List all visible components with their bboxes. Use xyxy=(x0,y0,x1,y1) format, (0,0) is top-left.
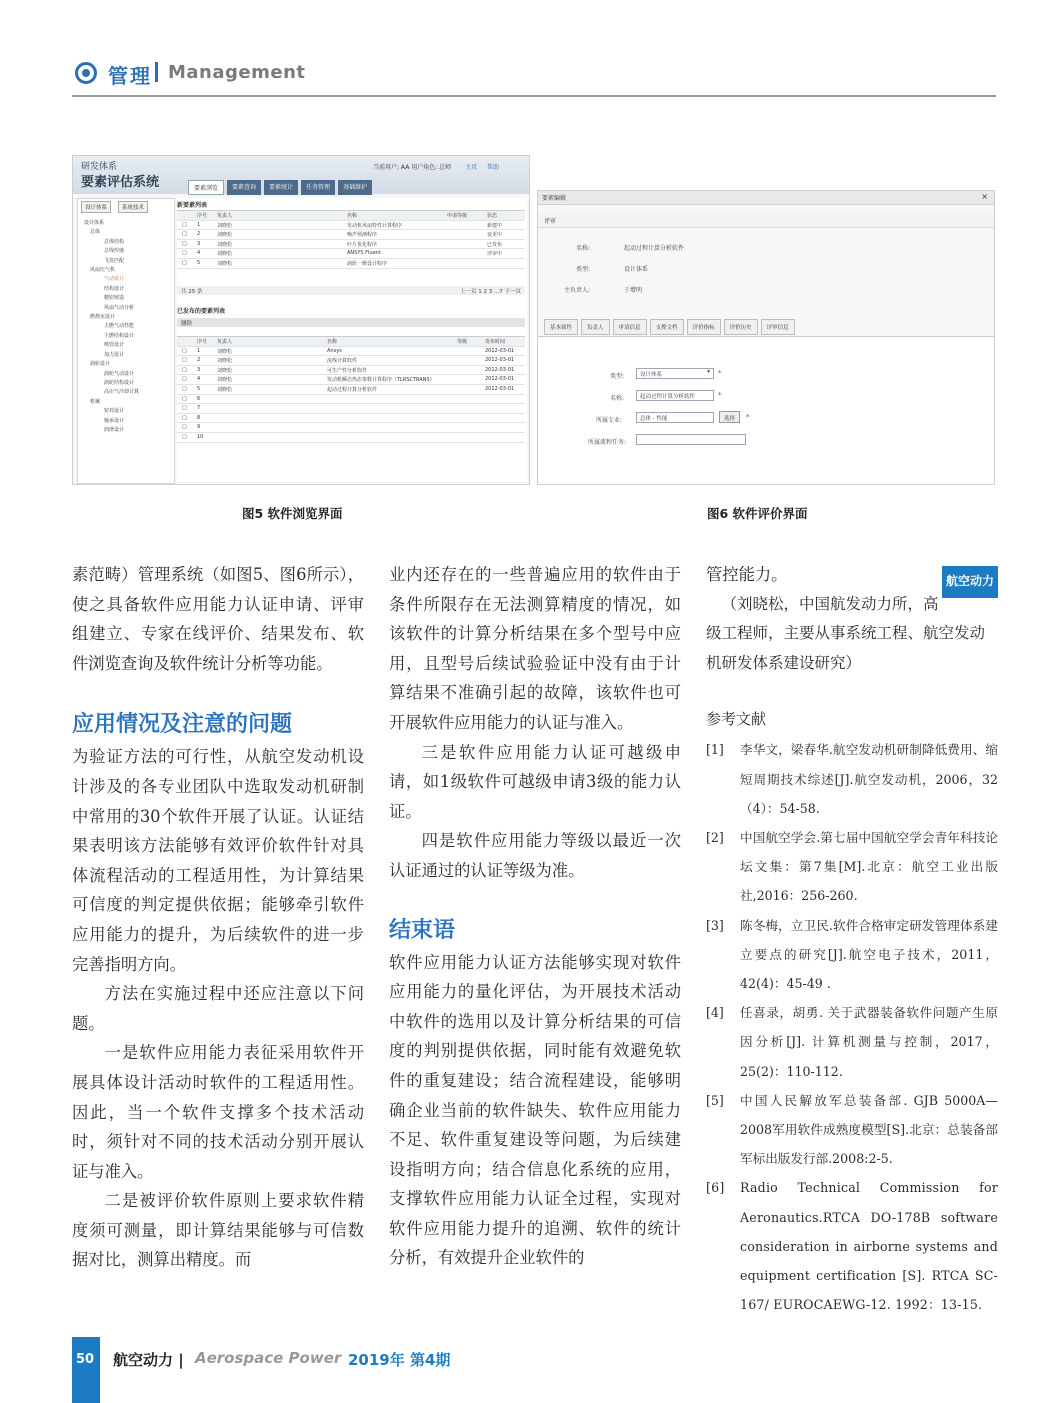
table-row[interactable] xyxy=(177,423,525,433)
reference-item xyxy=(706,735,998,823)
reference-text: 李华文，梁春华.航空发动机研制降低费用、缩短周期技术综述[J].航空发动机，2006，32（4）：54-58. xyxy=(740,742,998,816)
table-cell: 刘晓松 xyxy=(217,348,233,355)
row-checkbox[interactable]: □ xyxy=(182,357,187,364)
tree-node[interactable]: 主燃气动性能 xyxy=(104,323,135,330)
table-cell: ANSYS Fluent xyxy=(347,250,381,257)
issue-label: 2019年 第4期 xyxy=(348,1351,451,1369)
info-type-value: 设计体系 xyxy=(624,266,649,273)
current-user-text: 当前用户: AA 用户角色: 总师 xyxy=(373,164,452,171)
table-cell: 3 xyxy=(197,240,201,247)
app-tabs xyxy=(188,180,372,195)
table-cell: 2012-03-01 xyxy=(485,366,515,373)
reference-text: 陈冬梅，立卫民.软件合格审定研发管理体系建立要点的研究[J].航空电子技术，2011，42(4)：45-49 . xyxy=(740,917,998,991)
column-3 xyxy=(706,560,998,1319)
tab-element-query[interactable]: 要素查询 xyxy=(227,180,261,195)
paragraph: 软件应用能力认证方法能够实现对软件应用能力的量化评估，为开展技术活动中软件的选用以及计算分析结果的可信度的判别提供依据，同时能有效避免软件的重复建设；结合流程建设，能够明确企业当前的软件缺失、软件应用能力不足、软件重复建设等问题，为后续建设指明方向；结合信息化系统的应用，支撑软件应用能力认证全过程，实现对软件应用能力提升的追溯、软件的统计分析，有效提升企业软件的 xyxy=(389,952,681,1268)
table-cell: 评审中 xyxy=(487,251,503,258)
info-owner-label: 主负责人: xyxy=(564,287,591,294)
table-cell: 5 xyxy=(197,259,201,266)
sidebar-tab-design[interactable]: 设计体系 xyxy=(81,201,111,213)
form-major-label: 所属专业: xyxy=(596,417,623,424)
figure-6-caption: 图6 软件评价界面 xyxy=(707,506,808,521)
form-type-label: 类型: xyxy=(610,373,625,380)
tree-node[interactable]: 总体结构 xyxy=(104,238,125,245)
tree-node[interactable]: 高压气冷却计算 xyxy=(104,389,140,396)
end-badge: 航空动力 xyxy=(942,566,998,598)
table-row[interactable] xyxy=(177,221,525,231)
table-row[interactable] xyxy=(177,230,525,240)
column-header: 负责人 xyxy=(217,213,233,219)
tree-view xyxy=(84,219,139,435)
heading-conclusion: 结束语 xyxy=(389,917,456,943)
table-row[interactable] xyxy=(177,385,525,395)
tree-node[interactable]: 精密铸造 xyxy=(104,295,125,302)
reference-number: [3] xyxy=(706,917,724,933)
table-cell: 2 xyxy=(197,357,201,364)
table-row[interactable] xyxy=(177,259,525,269)
column-header: 负责人 xyxy=(217,339,233,345)
tree-node[interactable]: 总线传感 xyxy=(104,248,125,255)
table-row[interactable] xyxy=(177,240,525,250)
table-cell: 2 xyxy=(197,231,201,238)
process-field[interactable] xyxy=(636,434,746,445)
row-checkbox[interactable]: □ xyxy=(182,433,187,440)
table-cell: 起动过程计算分析软件 xyxy=(327,386,378,393)
table-cell: 新建中 xyxy=(487,222,503,229)
tab-basic-props[interactable]: 基本属性 xyxy=(544,319,578,335)
table-cell: 刘晓松 xyxy=(217,386,233,393)
tree-node[interactable]: 密封设计 xyxy=(104,408,125,415)
table-cell: 1 xyxy=(197,347,201,354)
table-cell: 6 xyxy=(197,395,201,402)
table-row[interactable] xyxy=(177,404,525,414)
paragraph: 业内还存在的一些普遍应用的软件由于条件所限存在无法测算精度的情况，如该软件的计算分析结果在多个型号中应用，且型号后续试验验证中没有由于计算结果不准确引起的故障，该软件也可开展软件应用能力的认证与准入。 xyxy=(389,565,681,732)
table-cell: 7 xyxy=(197,405,201,412)
row-checkbox[interactable]: □ xyxy=(182,366,187,373)
table-cell: 1 xyxy=(197,221,201,228)
delete-button[interactable]: 删除 xyxy=(181,321,193,327)
tab-task-manage[interactable]: 任务管理 xyxy=(301,180,335,195)
table-cell: 刘晓松 xyxy=(217,222,233,229)
table-row[interactable] xyxy=(177,347,525,357)
dialog-titlebar xyxy=(538,191,994,205)
row-checkbox[interactable]: □ xyxy=(182,405,187,412)
row-checkbox[interactable]: □ xyxy=(182,385,187,392)
column-header: 序号 xyxy=(197,339,208,345)
tree-node[interactable]: 风扇气动分析 xyxy=(104,304,135,311)
info-name-value: 起动过程计算分析软件 xyxy=(624,245,685,252)
help-link[interactable]: 帮助 xyxy=(487,164,500,171)
table-cell: 已发布 xyxy=(487,241,503,248)
tree-node[interactable]: 燃烧室设计 xyxy=(90,314,116,321)
table-cell: 刘晓松 xyxy=(217,232,233,239)
table-cell: 发动机瞬态热态参数计算程序（TLRSCTRANS） xyxy=(327,377,435,384)
table-cell: 刘晓松 xyxy=(217,377,233,384)
table-cell: 4 xyxy=(197,376,201,383)
reference-text: Radio Technical Commission for Aeronautics.RTCA DO-178B software consideration in airborne systems and equipment certification [S]. RTCA SC-167/ EUROCAEWG-12. 1992：13-15. xyxy=(740,1180,998,1313)
table-header xyxy=(177,337,525,347)
tree-node[interactable]: 润滑设计 xyxy=(104,426,125,433)
current-user-info xyxy=(373,162,499,171)
table-header xyxy=(177,211,525,221)
table-cell: 4 xyxy=(197,250,201,257)
major-field[interactable]: 总体 - 性能 xyxy=(636,412,714,423)
reference-number: [2] xyxy=(706,829,724,845)
section-divider xyxy=(155,62,158,82)
info-name-label: 名称: xyxy=(576,245,591,252)
row-checkbox[interactable]: □ xyxy=(182,231,187,238)
tab-review-info[interactable]: 评审信息 xyxy=(761,319,795,335)
tree-node[interactable]: 涡轮气动设计 xyxy=(104,370,135,377)
magazine-logo-icon xyxy=(75,62,97,84)
pager xyxy=(177,286,525,295)
table-row[interactable] xyxy=(177,375,525,385)
reference-text: 任喜录，胡勇. 关于武器装备软件问题产生原因分析[J]. 计算机测量与控制，2017，25(2)：110-112. xyxy=(740,1005,998,1079)
table-cell: 2012-03-01 xyxy=(485,347,515,354)
form-process-label: 所属流程任务: xyxy=(588,439,627,446)
paragraph xyxy=(706,560,998,590)
reference-text: 中国人民解放军总装备部. GJB 5000A—2008军用软件成熟度模型[S].北京：总装备部军标出版发行部.2008:2-5. xyxy=(740,1092,998,1167)
reference-number: [6] xyxy=(706,1180,725,1196)
table-row[interactable] xyxy=(177,395,525,405)
review-subheader xyxy=(538,213,994,228)
tree-node[interactable]: 结构设计 xyxy=(104,285,125,292)
tab-support-docs[interactable]: 支撑文档 xyxy=(650,319,684,335)
paragraph: 一是软件应用能力表征采用软件开展具体设计活动时软件的工程适用性。因此，当一个软件支撑多个技术活动时，须针对不同的技术活动分别开展认证与准入。 xyxy=(72,1043,364,1181)
tree-node[interactable]: 喷管设计 xyxy=(104,342,125,349)
row-checkbox[interactable]: □ xyxy=(182,424,187,431)
heading-application: 应用情况及注意的问题 xyxy=(72,712,293,738)
table-cell: Ansys xyxy=(327,347,342,354)
table-cell: 5 xyxy=(197,385,201,392)
table-cell: 叶片优化程序 xyxy=(347,241,378,248)
reference-number: [5] xyxy=(706,1092,724,1108)
section-title-en: Management xyxy=(168,62,306,83)
table-cell: 刘晓松 xyxy=(217,251,233,258)
references-list xyxy=(706,735,998,1319)
tree-node[interactable]: 风扇压气机 xyxy=(90,267,116,274)
reference-number: [1] xyxy=(706,742,724,758)
table-cell: 涡轮一维设计程序 xyxy=(347,260,388,267)
tree-node[interactable]: 设计体系 xyxy=(84,220,105,226)
table-cell: 刘晓松 xyxy=(217,358,233,365)
tree-node[interactable]: 总体 xyxy=(90,229,101,236)
info-owner-value: 于增明 xyxy=(624,287,643,294)
tree-node[interactable]: 涡轮设计 xyxy=(90,361,111,368)
table-cell: 10 xyxy=(197,433,204,440)
row-checkbox[interactable]: □ xyxy=(182,250,187,257)
table-row[interactable] xyxy=(177,366,525,376)
journal-name: 航空动力 | xyxy=(113,1351,184,1369)
reference-text: 中国航空学会.第七届中国航空学会青年科技论坛文集：第7集[M].北京：航空工业出版社,2016：256-260. xyxy=(740,829,998,904)
table-row[interactable] xyxy=(177,356,525,366)
reference-item xyxy=(706,1173,998,1319)
tab-owner[interactable]: 负责人 xyxy=(581,319,610,335)
paragraph-text: 管控能力。 xyxy=(706,565,788,584)
column-header: 序号 xyxy=(197,213,208,219)
table-cell: 9 xyxy=(197,424,201,431)
header-rule xyxy=(72,95,996,97)
figure-6-screenshot xyxy=(537,190,995,485)
reference-item xyxy=(706,998,998,1086)
column-header: 发布时间 xyxy=(485,339,506,345)
table-cell: 可生产性分析软件 xyxy=(327,367,368,374)
home-link[interactable]: 主页 xyxy=(465,164,478,171)
row-checkbox[interactable]: □ xyxy=(182,240,187,247)
paragraph: 方法在实施过程中还应注意以下问题。 xyxy=(72,984,364,1033)
element-list-panel xyxy=(177,198,527,482)
column-header: 名称 xyxy=(347,213,358,219)
required-mark: * xyxy=(718,391,722,399)
table-cell: 噪声预测程序 xyxy=(347,232,378,239)
tab-apply-info[interactable]: 审请信息 xyxy=(613,319,647,335)
released-element-table xyxy=(177,336,525,443)
type-select-value: 设计体系 xyxy=(640,372,663,378)
app-brand-line1: 研发体系 xyxy=(81,162,118,172)
row-checkbox[interactable]: □ xyxy=(182,259,187,266)
app-header xyxy=(73,156,529,194)
dialog-tabs xyxy=(544,319,795,335)
row-checkbox[interactable]: □ xyxy=(182,347,187,354)
app-brand-line2: 要素评估系统 xyxy=(81,175,160,190)
tree-node[interactable]: 加力设计 xyxy=(104,351,125,358)
paragraph: 三是软件应用能力认证可越级申请，如1级软件可越级申请3级的能力认证。 xyxy=(389,742,681,821)
paragraph: 四是软件应用能力等级以最近一次认证通过的认证等级为准。 xyxy=(389,831,681,880)
table-cell: 8 xyxy=(197,414,201,421)
table-cell: 2012-03-01 xyxy=(485,357,515,364)
required-mark: * xyxy=(718,369,722,377)
column-header: 状态 xyxy=(487,213,498,219)
type-select[interactable] xyxy=(636,368,714,379)
references-heading: 参考文献 xyxy=(706,710,767,729)
dialog-title: 要素编辑 xyxy=(542,195,567,202)
required-mark: * xyxy=(746,413,750,421)
name-field[interactable]: 起动过程计算分析软件 xyxy=(636,390,714,401)
author-note: （刘晓松，中国航发动力所，高级工程师，主要从事系统工程、航空发动机研发体系建设研究） xyxy=(706,594,986,672)
reference-item xyxy=(706,823,998,911)
pager-total: 共 25 条 xyxy=(181,289,203,295)
table-row[interactable] xyxy=(177,433,525,443)
table-cell: 2012-03-01 xyxy=(485,385,515,392)
row-checkbox[interactable]: □ xyxy=(182,395,187,402)
tree-node[interactable]: 主燃结构设计 xyxy=(104,332,135,339)
new-list-title: 新要素列表 xyxy=(177,202,208,209)
select-button[interactable]: 选择 xyxy=(719,411,740,423)
delete-toolbar xyxy=(177,318,525,327)
column-header: 等级 xyxy=(457,339,468,345)
paragraph: 为验证方法的可行性，从航空发动机设计涉及的各专业团队中选取发动机研制中常用的30个软件开展了认证。认证结果表明该方法能够有效评价软件针对具体流程活动的工程适用性，为计算结果可信度的判定提供依据；能够牵引软件应用能力的提升，为后续软件的进一步完善指明方向。 xyxy=(72,747,364,974)
section-title: 管理 xyxy=(108,64,152,88)
sidebar-tab-system[interactable]: 系统技术 xyxy=(118,201,148,213)
tab-element-browse[interactable]: 要素浏览 xyxy=(188,180,224,195)
figure-5-screenshot xyxy=(72,155,530,485)
basic-props-form xyxy=(538,336,994,485)
page-number-tab xyxy=(72,1337,100,1403)
table-row[interactable] xyxy=(177,414,525,424)
tree-sidebar xyxy=(77,198,175,484)
column-2 xyxy=(389,560,681,1273)
pager-nav[interactable]: 上一页 1 2 3 ...7 下一页 xyxy=(460,289,521,295)
row-checkbox[interactable]: □ xyxy=(182,221,187,228)
tree-node[interactable]: 涡轮结构设计 xyxy=(104,379,135,386)
reference-item xyxy=(706,911,998,999)
tab-eval-history[interactable]: 评价历史 xyxy=(724,319,758,335)
tab-eval-index[interactable]: 评价指标 xyxy=(687,319,721,335)
form-name-label: 名称: xyxy=(610,395,625,402)
close-icon[interactable]: × xyxy=(981,192,988,201)
tree-node[interactable]: 气动设计 xyxy=(104,276,125,283)
table-cell: 流线计算软件 xyxy=(327,358,358,365)
table-cell: 发动机风扇特性计算程序 xyxy=(347,222,403,229)
released-list-title: 已发布的要素列表 xyxy=(177,308,226,315)
chevron-down-icon: ▾ xyxy=(707,369,710,375)
tab-base-maintain[interactable]: 基础维护 xyxy=(338,180,372,195)
info-type-label: 类型: xyxy=(576,266,591,273)
page-number: 50 xyxy=(76,1352,95,1367)
column-header: 申请等级 xyxy=(447,213,468,219)
table-row[interactable] xyxy=(177,249,525,259)
column-header: 名称 xyxy=(327,339,338,345)
new-element-table xyxy=(177,210,525,269)
paragraph: 二是被评价软件原则上要求软件精度须可测量，即计算结果能够与可信数据对比，测算出精度。而 xyxy=(72,1191,364,1270)
tab-element-stats[interactable]: 要素统计 xyxy=(264,180,298,195)
paragraph: 素范畴）管理系统（如图5、图6所示），使之具备软件应用能力认证申请、评审组建立、专家在线评价、结果发布、软件浏览查询及软件统计分析等功能。 xyxy=(72,565,364,673)
column-1 xyxy=(72,560,364,1275)
table-cell: 刘晓松 xyxy=(217,260,233,267)
reference-item xyxy=(706,1086,998,1174)
figure-5-caption: 图5 软件浏览界面 xyxy=(242,506,343,521)
reference-number: [4] xyxy=(706,1005,724,1021)
tree-node[interactable]: 飞发匹配 xyxy=(104,257,125,264)
row-checkbox[interactable]: □ xyxy=(182,414,187,421)
table-cell: 刘晓松 xyxy=(217,241,233,248)
row-checkbox[interactable]: □ xyxy=(182,376,187,383)
table-cell: 刘晓松 xyxy=(217,367,233,374)
tree-node[interactable]: 轴承设计 xyxy=(104,417,125,424)
table-cell: 变更中 xyxy=(487,232,503,239)
table-cell: 2012-03-01 xyxy=(485,376,515,383)
journal-name-en: Aerospace Power xyxy=(195,1349,342,1367)
review-subtitle: 评审 xyxy=(544,218,557,225)
table-cell: 3 xyxy=(197,366,201,373)
tree-node[interactable]: 机械 xyxy=(90,398,101,405)
